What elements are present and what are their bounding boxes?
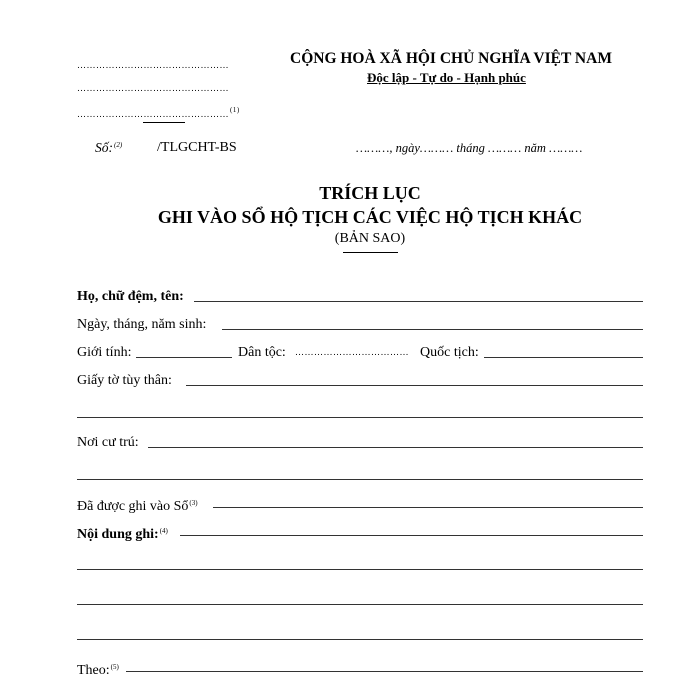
id-papers-label: Giấy tờ tùy thân:	[77, 373, 172, 388]
nationality-line	[484, 357, 643, 358]
document-number-code: /TLGCHT-BS	[157, 140, 237, 155]
authority-dots-line-3	[77, 106, 240, 119]
footnote-5: (5)	[110, 663, 119, 671]
place-date-line: ………, ngày……… tháng ……… năm ………	[356, 141, 583, 155]
footnote-2: (2)	[114, 141, 123, 149]
ethnicity-label: Dân tộc:	[238, 345, 286, 360]
authority-underline	[143, 122, 185, 123]
according-to-label	[77, 659, 119, 679]
gender-label: Giới tính:	[77, 345, 132, 360]
residence-label: Nơi cư trú:	[77, 435, 139, 450]
content-line-1	[180, 535, 643, 536]
content-label	[77, 523, 168, 543]
full-name-line	[194, 301, 643, 302]
nationality-label: Quốc tịch:	[420, 345, 479, 360]
ethnicity-dots: ………………………………	[295, 347, 409, 357]
according-to-line	[126, 671, 643, 672]
footnote-4: (4)	[159, 527, 168, 535]
recorded-in-text: Đã được ghi vào Sổ	[77, 499, 189, 514]
footnote-1: (1)	[230, 106, 240, 114]
content-line-4	[77, 639, 643, 640]
dob-line	[222, 329, 643, 330]
id-papers-line	[186, 385, 643, 386]
full-name-label: Họ, chữ đệm, tên:	[77, 289, 184, 304]
recorded-in-label	[77, 495, 198, 515]
title-line-3: (BẢN SAO)	[334, 231, 406, 246]
document-number-label	[95, 140, 122, 156]
title-line-2: GHI VÀO SỔ HỘ TỊCH CÁC VIỆC HỘ TỊCH KHÁC	[157, 207, 583, 227]
residence-line	[148, 447, 643, 448]
recorded-in-line	[213, 507, 643, 508]
title-underline	[343, 252, 398, 253]
title-line-1: TRÍCH LỤC	[319, 183, 421, 203]
gender-line	[136, 357, 232, 358]
authority-dots-line-1: …………………………………………	[77, 60, 229, 70]
id-papers-line-2	[77, 417, 643, 418]
content-line-2	[77, 569, 643, 570]
authority-dots-line-2: …………………………………………	[77, 83, 229, 93]
national-motto: Độc lập - Tự do - Hạnh phúc	[367, 70, 526, 85]
content-text: Nội dung ghi:	[77, 527, 159, 542]
residence-line-2	[77, 479, 643, 480]
footnote-3: (3)	[189, 499, 198, 507]
content-line-3	[77, 604, 643, 605]
so-label: Số:	[95, 140, 113, 155]
according-to-text: Theo:	[77, 663, 110, 678]
authority-dots-text: …………………………………………	[77, 109, 229, 119]
country-title: CỘNG HOÀ XÃ HỘI CHỦ NGHĨA VIỆT NAM	[290, 50, 612, 67]
dob-label: Ngày, tháng, năm sinh:	[77, 317, 207, 332]
